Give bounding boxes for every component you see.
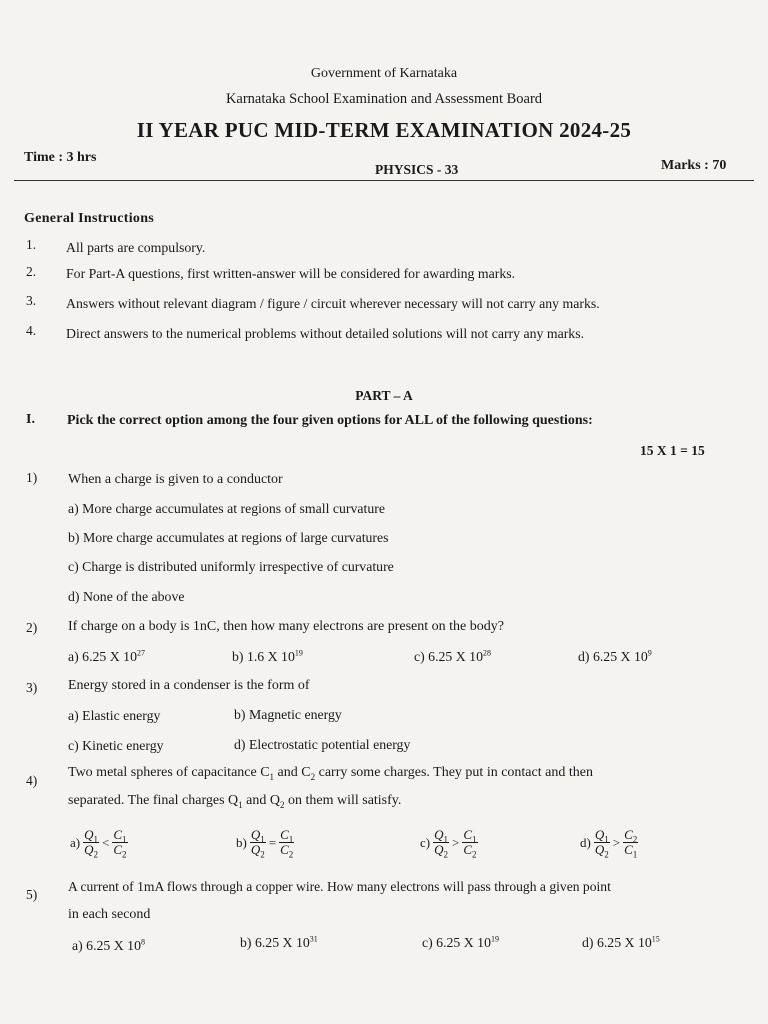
fraction: $\frac{Q_1}{Q_2}$ [250, 827, 265, 860]
header-divider [14, 180, 754, 181]
option-a: a) Elastic energy [68, 708, 161, 723]
fraction: $\frac{Q_1}{Q_2}$ [84, 827, 98, 860]
exam-marks: Marks : 70 [661, 158, 727, 173]
board-heading: Karnataka School Examination and Assessment Board [225, 91, 543, 107]
fraction: $\frac{Q_1}{Q_2}$ [434, 827, 448, 860]
instruction-text: For Part-A questions, first written-answer will be considered for awarding marks. [66, 266, 516, 281]
exponent: 9 [647, 648, 652, 658]
question-number: 3) [26, 680, 38, 695]
option-d: d) 6.25 X $10^9$ [578, 648, 652, 664]
exponent: 19 [490, 934, 499, 944]
section-number: I. [26, 412, 35, 427]
section-instruction: Pick the correct option among the four given options for ALL of the following questions: [67, 413, 593, 428]
option-b: b) More charge accumulates at regions of large curvatures [68, 530, 389, 545]
option-c: c) 6.25 X $10^{19}$ [422, 934, 499, 950]
instruction-text: Answers without relevant diagram / figure / circuit wherever necessary will not carry any marks. [66, 296, 600, 311]
exam-subject: PHYSICS - 33 [375, 162, 459, 177]
question-text-continued: in each second [68, 907, 151, 922]
question-text-continued: separated. The final charges $Q_1$ and $Q_2$ on them will satisfy. [68, 793, 402, 810]
option-c: c) Kinetic energy [68, 738, 164, 753]
question-text: Energy stored in a condenser is the form of [68, 678, 310, 693]
exam-time: Time : 3 hrs [24, 150, 97, 165]
option-b: b) 6.25 X $10^{31}$ [240, 934, 318, 950]
instruction-number: 2. [26, 264, 37, 279]
section-marks: 15 X 1 = 15 [640, 443, 705, 458]
instruction-text: All parts are compulsory. [66, 240, 206, 255]
option-a: a) More charge accumulates at regions of small curvature [68, 501, 385, 516]
option-a: a) 6.25 X $10^8$ [72, 937, 145, 953]
government-heading: Government of Karnataka [310, 66, 458, 81]
question-number: 1) [26, 470, 38, 485]
exponent: 27 [136, 648, 145, 658]
instruction-number: 3. [26, 293, 37, 308]
exam-title: II YEAR PUC MID-TERM EXAMINATION 2024-25 [136, 118, 632, 142]
instructions-heading: General Instructions [24, 211, 155, 226]
option-c: c) Charge is distributed uniformly irrespective of curvature [68, 559, 394, 574]
exponent: 8 [140, 937, 145, 947]
fraction: $\frac{C_1}{C_2}$ [463, 827, 477, 860]
question-text: If charge on a body is 1nC, then how many electrons are present on the body? [68, 619, 504, 634]
option-b: b) $\frac{Q_1}{Q_2}$ = $\frac{C_1}{C_2}$ [236, 827, 294, 860]
option-d: d) None of the above [68, 589, 185, 604]
option-a: a) 6.25 X $10^{27}$ [68, 648, 145, 664]
instruction-number: 1. [26, 237, 37, 252]
instruction-number: 4. [26, 323, 37, 338]
instruction-text: Direct answers to the numerical problems without detailed solutions will not carry any marks. [66, 326, 585, 341]
exponent: 19 [294, 648, 303, 658]
question-number: 5) [26, 887, 38, 902]
fraction: $\frac{C_2}{C_1}$ [624, 827, 638, 860]
exponent: 31 [309, 934, 318, 944]
question-text: When a charge is given to a conductor [68, 472, 283, 487]
fraction: $\frac{C_1}{C_2}$ [113, 827, 127, 860]
option-d: d) 6.25 X $10^{15}$ [582, 934, 660, 950]
exponent: 15 [651, 934, 660, 944]
question-number: 2) [26, 620, 38, 635]
exponent: 28 [482, 648, 491, 658]
option-b: b) Magnetic energy [234, 707, 342, 722]
question-text: A current of 1mA flows through a copper wire. How many electrons will pass through a given point [68, 879, 611, 894]
fraction: $\frac{C_1}{C_2}$ [280, 827, 294, 860]
option-d: d) Electrostatic potential energy [234, 737, 411, 752]
option-b: b) 1.6 X $10^{19}$ [232, 648, 303, 664]
option-c: c) $\frac{Q_1}{Q_2}$ > $\frac{C_1}{C_2}$ [420, 827, 477, 860]
option-c: c) 6.25 X $10^{28}$ [414, 648, 491, 664]
part-a-heading: PART – A [355, 388, 413, 403]
question-number: 4) [26, 773, 38, 788]
option-a: a) $\frac{Q_1}{Q_2}$ < $\frac{C_1}{C_2}$ [70, 827, 127, 860]
fraction: $\frac{Q_1}{Q_2}$ [594, 827, 609, 860]
option-d: d) $\frac{Q_1}{Q_2}$ > $\frac{C_2}{C_1}$ [580, 827, 638, 860]
question-text: Two metal spheres of capacitance $C_1$ and $C_2$ carry some charges. They put in contact and then [68, 765, 593, 782]
